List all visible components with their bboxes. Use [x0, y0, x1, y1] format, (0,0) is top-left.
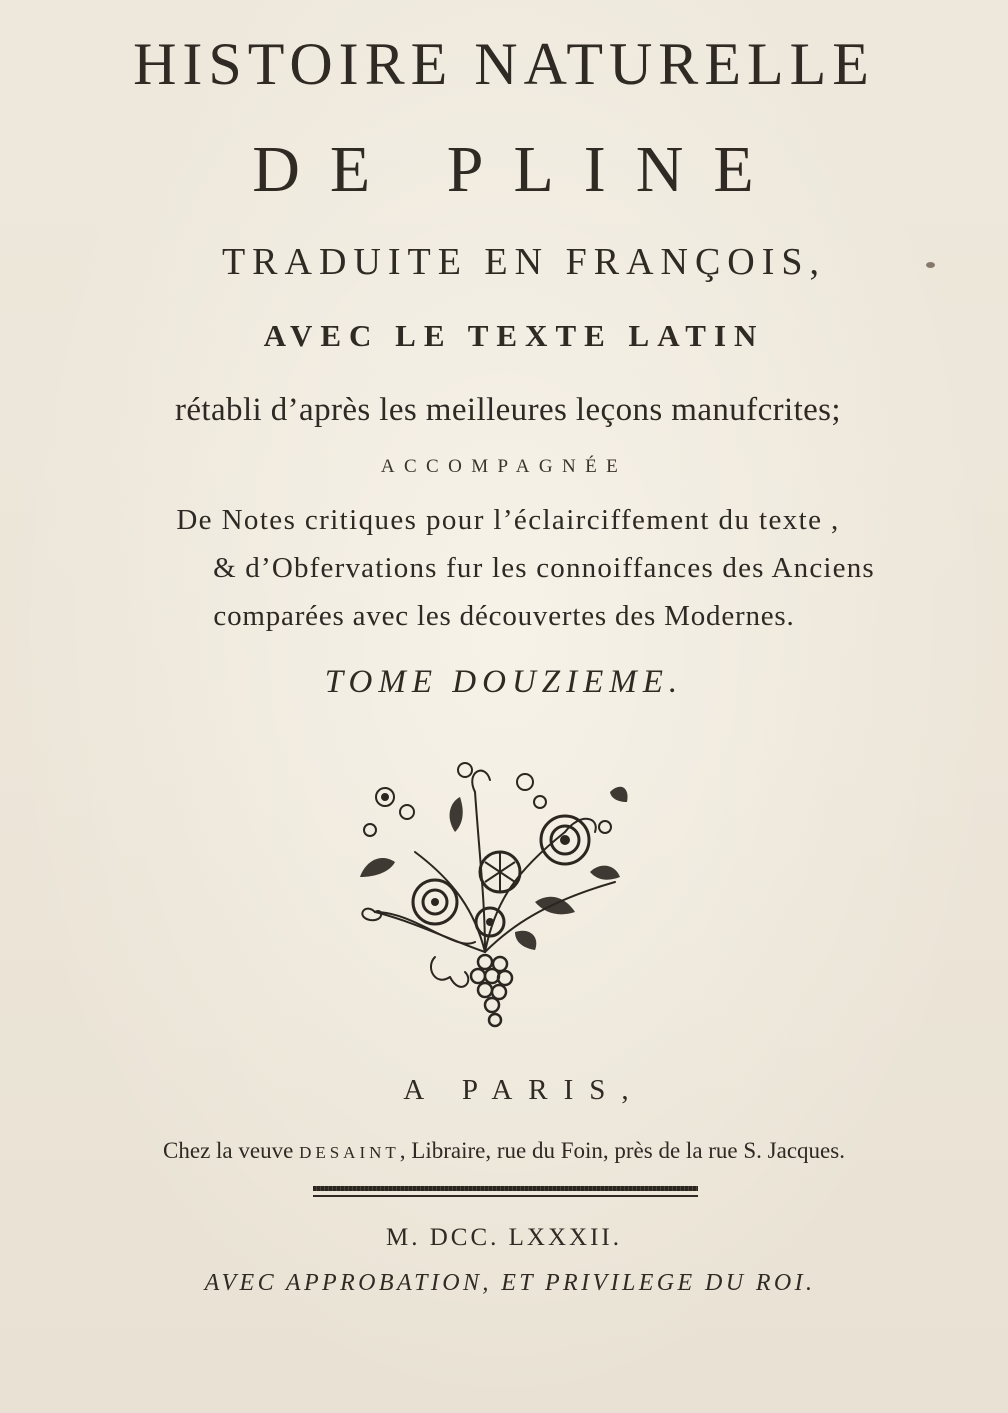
- subtitle-comparisons: comparées avec les découvertes des Modernes.: [213, 600, 795, 632]
- subtitle-translation: TRADUITE EN FRANÇOIS,: [221, 241, 827, 283]
- publisher-name: DESAINT: [299, 1143, 400, 1162]
- subtitle-observations: & d’Obfervations fur les connoiffances des Anciens: [213, 552, 875, 584]
- subtitle-notes: De Notes critiques pour l’éclairciffement du texte ,: [176, 504, 840, 536]
- rule-thin: [313, 1195, 698, 1197]
- subtitle-restored: rétabli d’après les meilleures leçons manufcrites;: [175, 392, 841, 428]
- publication-year: M. DCC. LXXXII.: [386, 1224, 622, 1251]
- royal-privilege: AVEC APPROBATION, ET PRIVILEGE DU ROI.: [204, 1270, 816, 1296]
- printer-rule: [313, 1186, 698, 1197]
- title-line-1: HISTOIRE NATURELLE: [133, 31, 875, 97]
- imprint-city: A PARIS,: [403, 1074, 645, 1106]
- imprint-publisher: [0, 1138, 1008, 1164]
- title-line-2: DE PLINE: [252, 133, 784, 206]
- floral-bouquet-icon: [335, 752, 635, 1032]
- publisher-address: , Libraire, rue du Foin, près de la rue S. Jacques.: [399, 1138, 845, 1163]
- subtitle-latin-text: AVEC LE TEXTE LATIN: [263, 318, 765, 353]
- publisher-prefix: Chez la veuve: [163, 1138, 300, 1163]
- volume-number: TOME DOUZIEME.: [324, 664, 684, 700]
- rule-thick: [313, 1186, 698, 1191]
- subtitle-accompagnee: ACCOMPAGNÉE: [380, 456, 628, 477]
